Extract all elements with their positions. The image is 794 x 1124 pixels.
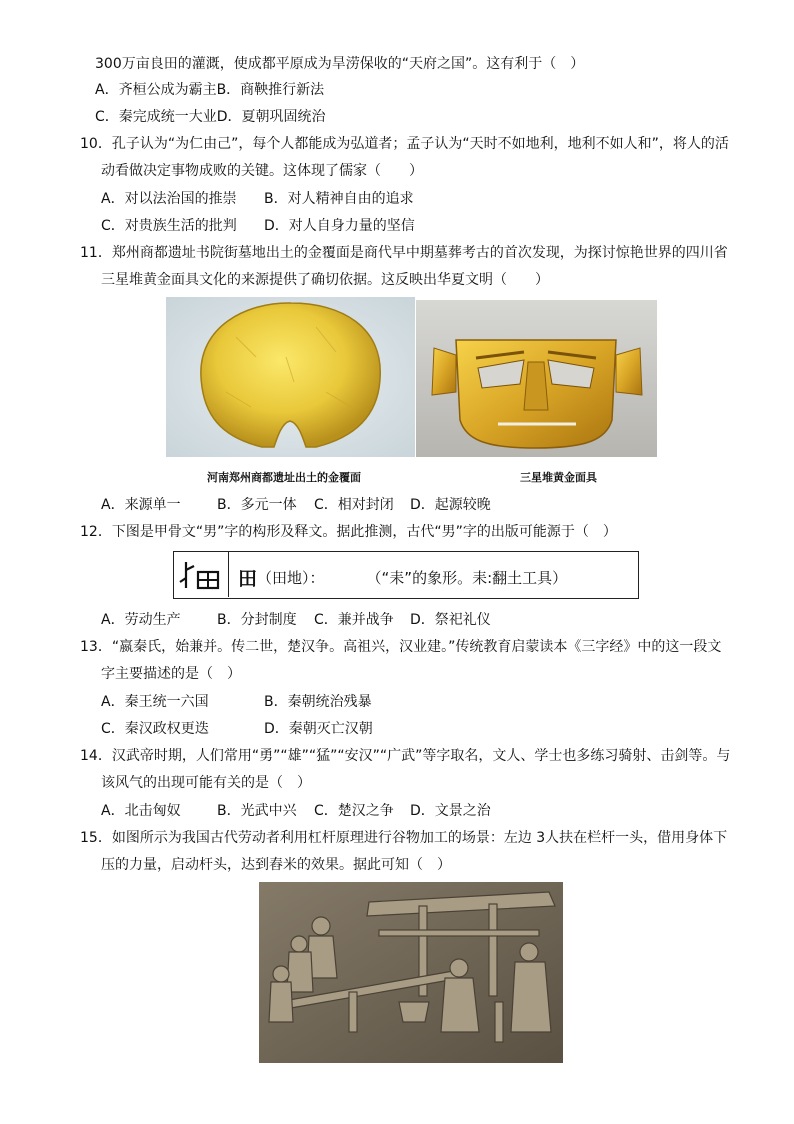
q13-stem-line2: 字主要描述的是（ ） xyxy=(101,666,241,682)
q10-option-a: A．对以法治国的推崇 xyxy=(101,191,237,207)
q9-option-row1: A．齐桓公成为霸主B．商鞅推行新法 xyxy=(95,82,325,98)
q14-option-b: B．光武中兴 xyxy=(217,803,297,819)
q10-stem-line1: 10．孔子认为“为仁由己”，每个人都能成为弘道者；孟子认为“天时不如地利，地利不如人和”，将人的活 xyxy=(80,136,729,152)
q14-option-a: A．北击匈奴 xyxy=(101,803,181,819)
q11-option-c: C．相对封闭 xyxy=(314,497,394,513)
q13-option-d: D．秦朝灭亡汉朝 xyxy=(264,721,373,737)
q15-stem-line1: 15．如图所示为我国古代劳动者利用杠杆原理进行谷物加工的场景：左边 3人扶在栏杆一头，借用身体下 xyxy=(80,830,728,846)
field-glyph: 田 xyxy=(238,568,258,590)
q13-option-a: A．秦王统一六国 xyxy=(101,694,209,710)
q9-option-row2: C．秦完成统一大业D．夏朝巩固统治 xyxy=(95,109,326,125)
q12-stem-line1: 12．下图是甲骨文“男”字的构形及释文。据此推测，古代“男”字的出版可能源于（ ） xyxy=(80,524,617,540)
caption-gold-covering: 河南郑州商都遗址出土的金覆面 xyxy=(207,471,361,484)
q14-option-d: D．文景之治 xyxy=(410,803,491,819)
q14-stem-line2: 该风气的出现可能有关的是（ ） xyxy=(101,775,311,791)
q13-option-c: C．秦汉政权更迭 xyxy=(101,721,209,737)
q13-stem-line1: 13．“嬴秦氏，始兼并。传二世，楚汉争。高祖兴，汉业建。”传统教育启蒙读本《三字经》中的这一段文 xyxy=(80,639,722,655)
q14-stem-line1: 14．汉武帝时期，人们常用“勇”“雄”“猛”“安汉”“广武”等字取名，文人、学士也多练习骑射、击剑等。与 xyxy=(80,748,731,764)
q11-option-a: A．来源单一 xyxy=(101,497,181,513)
gold-face-covering-photo xyxy=(166,297,415,457)
q12-option-a: A．劳动生产 xyxy=(101,612,181,628)
stone-relief-rice-pounding-photo xyxy=(259,882,563,1063)
q11-stem-line1: 11．郑州商都遗址书院街墓地出土的金覆面是商代早中期墓葬考古的首次发现，为探讨惊艳世界的四川省 xyxy=(80,245,728,261)
q12-option-b: B．分封制度 xyxy=(217,612,297,628)
caption-sanxingdui-mask: 三星堆黄金面具 xyxy=(520,471,597,484)
field-meaning: （田地）： xyxy=(257,569,325,587)
plough-meaning: （“耒”的象形。耒:翻土工具） xyxy=(366,569,568,587)
q12-option-d: D．祭祀礼仪 xyxy=(410,612,491,628)
oracle-explanation xyxy=(238,564,567,591)
q10-option-c: C．对贵族生活的批判 xyxy=(101,218,237,234)
q11-option-d: D．起源较晚 xyxy=(410,497,491,513)
q10-stem-line2: 动看做决定事物成败的关键。这体现了儒家（ ） xyxy=(101,163,423,179)
q15-stem-line2: 压的力量，启动杆头，达到舂米的效果。据此可知（ ） xyxy=(101,857,451,873)
oracle-bone-table xyxy=(173,551,639,599)
q14-option-c: C．楚汉之争 xyxy=(314,803,394,819)
q9-stem-tail: 300万亩良田的灌溉，使成都平原成为旱涝保收的“天府之国”。这有利于（ ） xyxy=(95,56,585,72)
oracle-bone-nan-glyph xyxy=(174,552,229,597)
q12-option-c: C．兼并战争 xyxy=(314,612,394,628)
q13-option-b: B．秦朝统治残暴 xyxy=(264,694,372,710)
q11-option-b: B．多元一体 xyxy=(217,497,297,513)
q10-option-b: B．对人精神自由的追求 xyxy=(264,191,414,207)
q11-stem-line2: 三星堆黄金面具文化的来源提供了确切依据。这反映出华夏文明（ ） xyxy=(101,272,549,288)
sanxingdui-gold-mask-photo xyxy=(416,300,657,457)
q10-option-d: D．对人自身力量的坚信 xyxy=(264,218,415,234)
